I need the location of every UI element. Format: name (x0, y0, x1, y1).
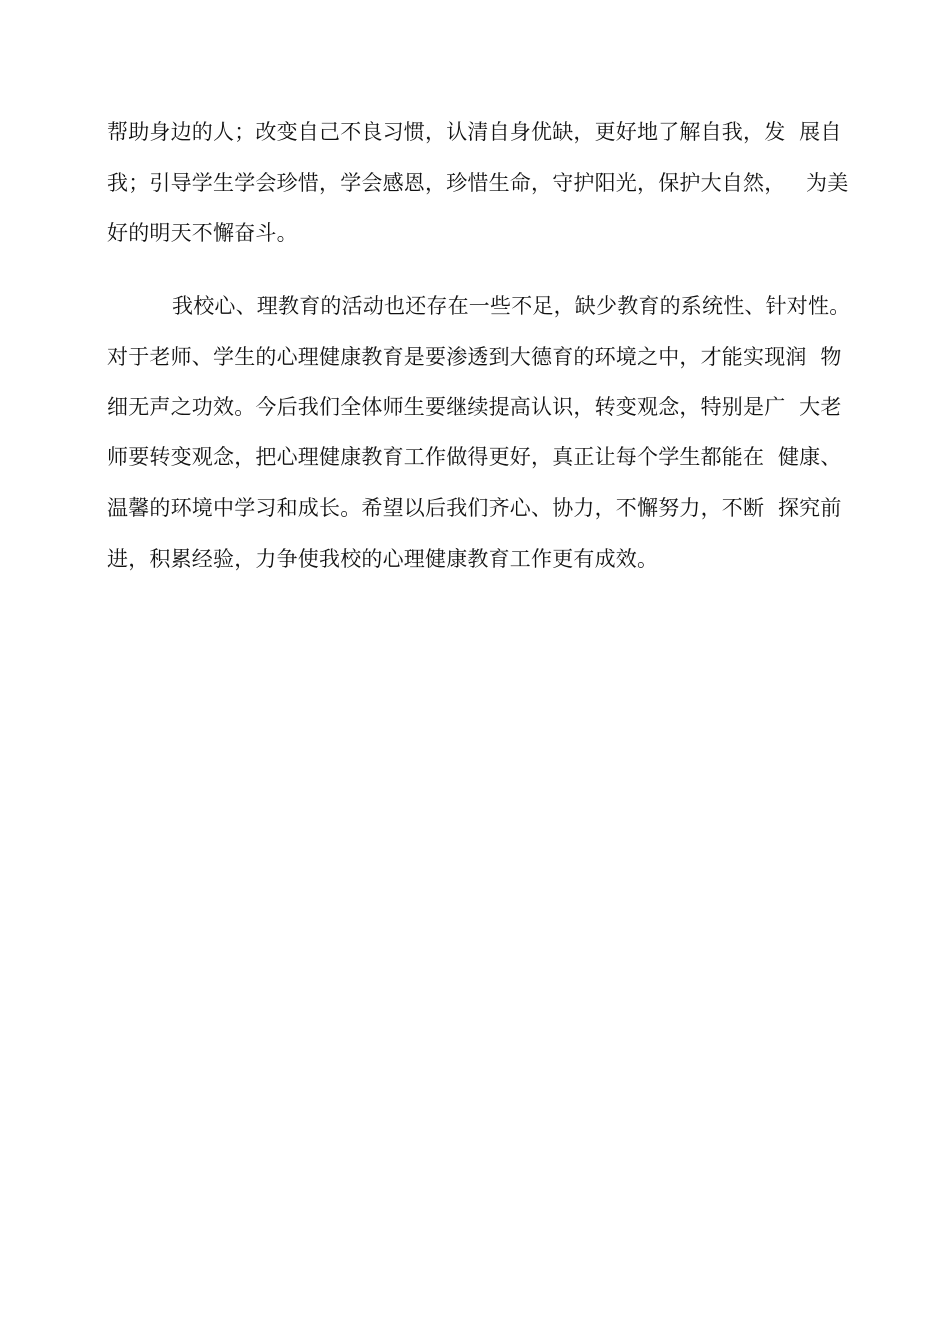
paragraph-2-line-5: 温馨的环境中学习和成长。希望以后我们齐心、协力，不懈努力，不断 探究前 (107, 496, 842, 520)
paragraph-2-line-6: 进，积累经验，力争使我校的心理健康教育工作更有成效。 (107, 547, 659, 571)
paragraph-1-line-1: 帮助身边的人；改变自己不良习惯，认清自身优缺，更好地了解自我，发 展自 (107, 120, 842, 144)
paragraph-2-line-1: 我校心、理教育的活动也还存在一些不足，缺少教育的系统性、针对性。 (172, 294, 851, 318)
paragraph-2-line-2: 对于老师、学生的心理健康教育是要渗透到大德育的环境之中，才能实现润 物 (107, 345, 842, 369)
paragraph-1-line-2: 我；引导学生学会珍惜，学会感恩，珍惜生命，守护阳光，保护大自然， 为美 (107, 171, 849, 195)
paragraph-2-line-3: 细无声之功效。今后我们全体师生要继续提高认识，转变观念，特别是广 大老 (107, 395, 842, 419)
paragraph-2-line-4: 师要转变观念，把心理健康教育工作做得更好，真正让每个学生都能在 健康、 (107, 445, 842, 469)
paragraph-1-line-3: 好的明天不懈奋斗。 (107, 221, 298, 245)
